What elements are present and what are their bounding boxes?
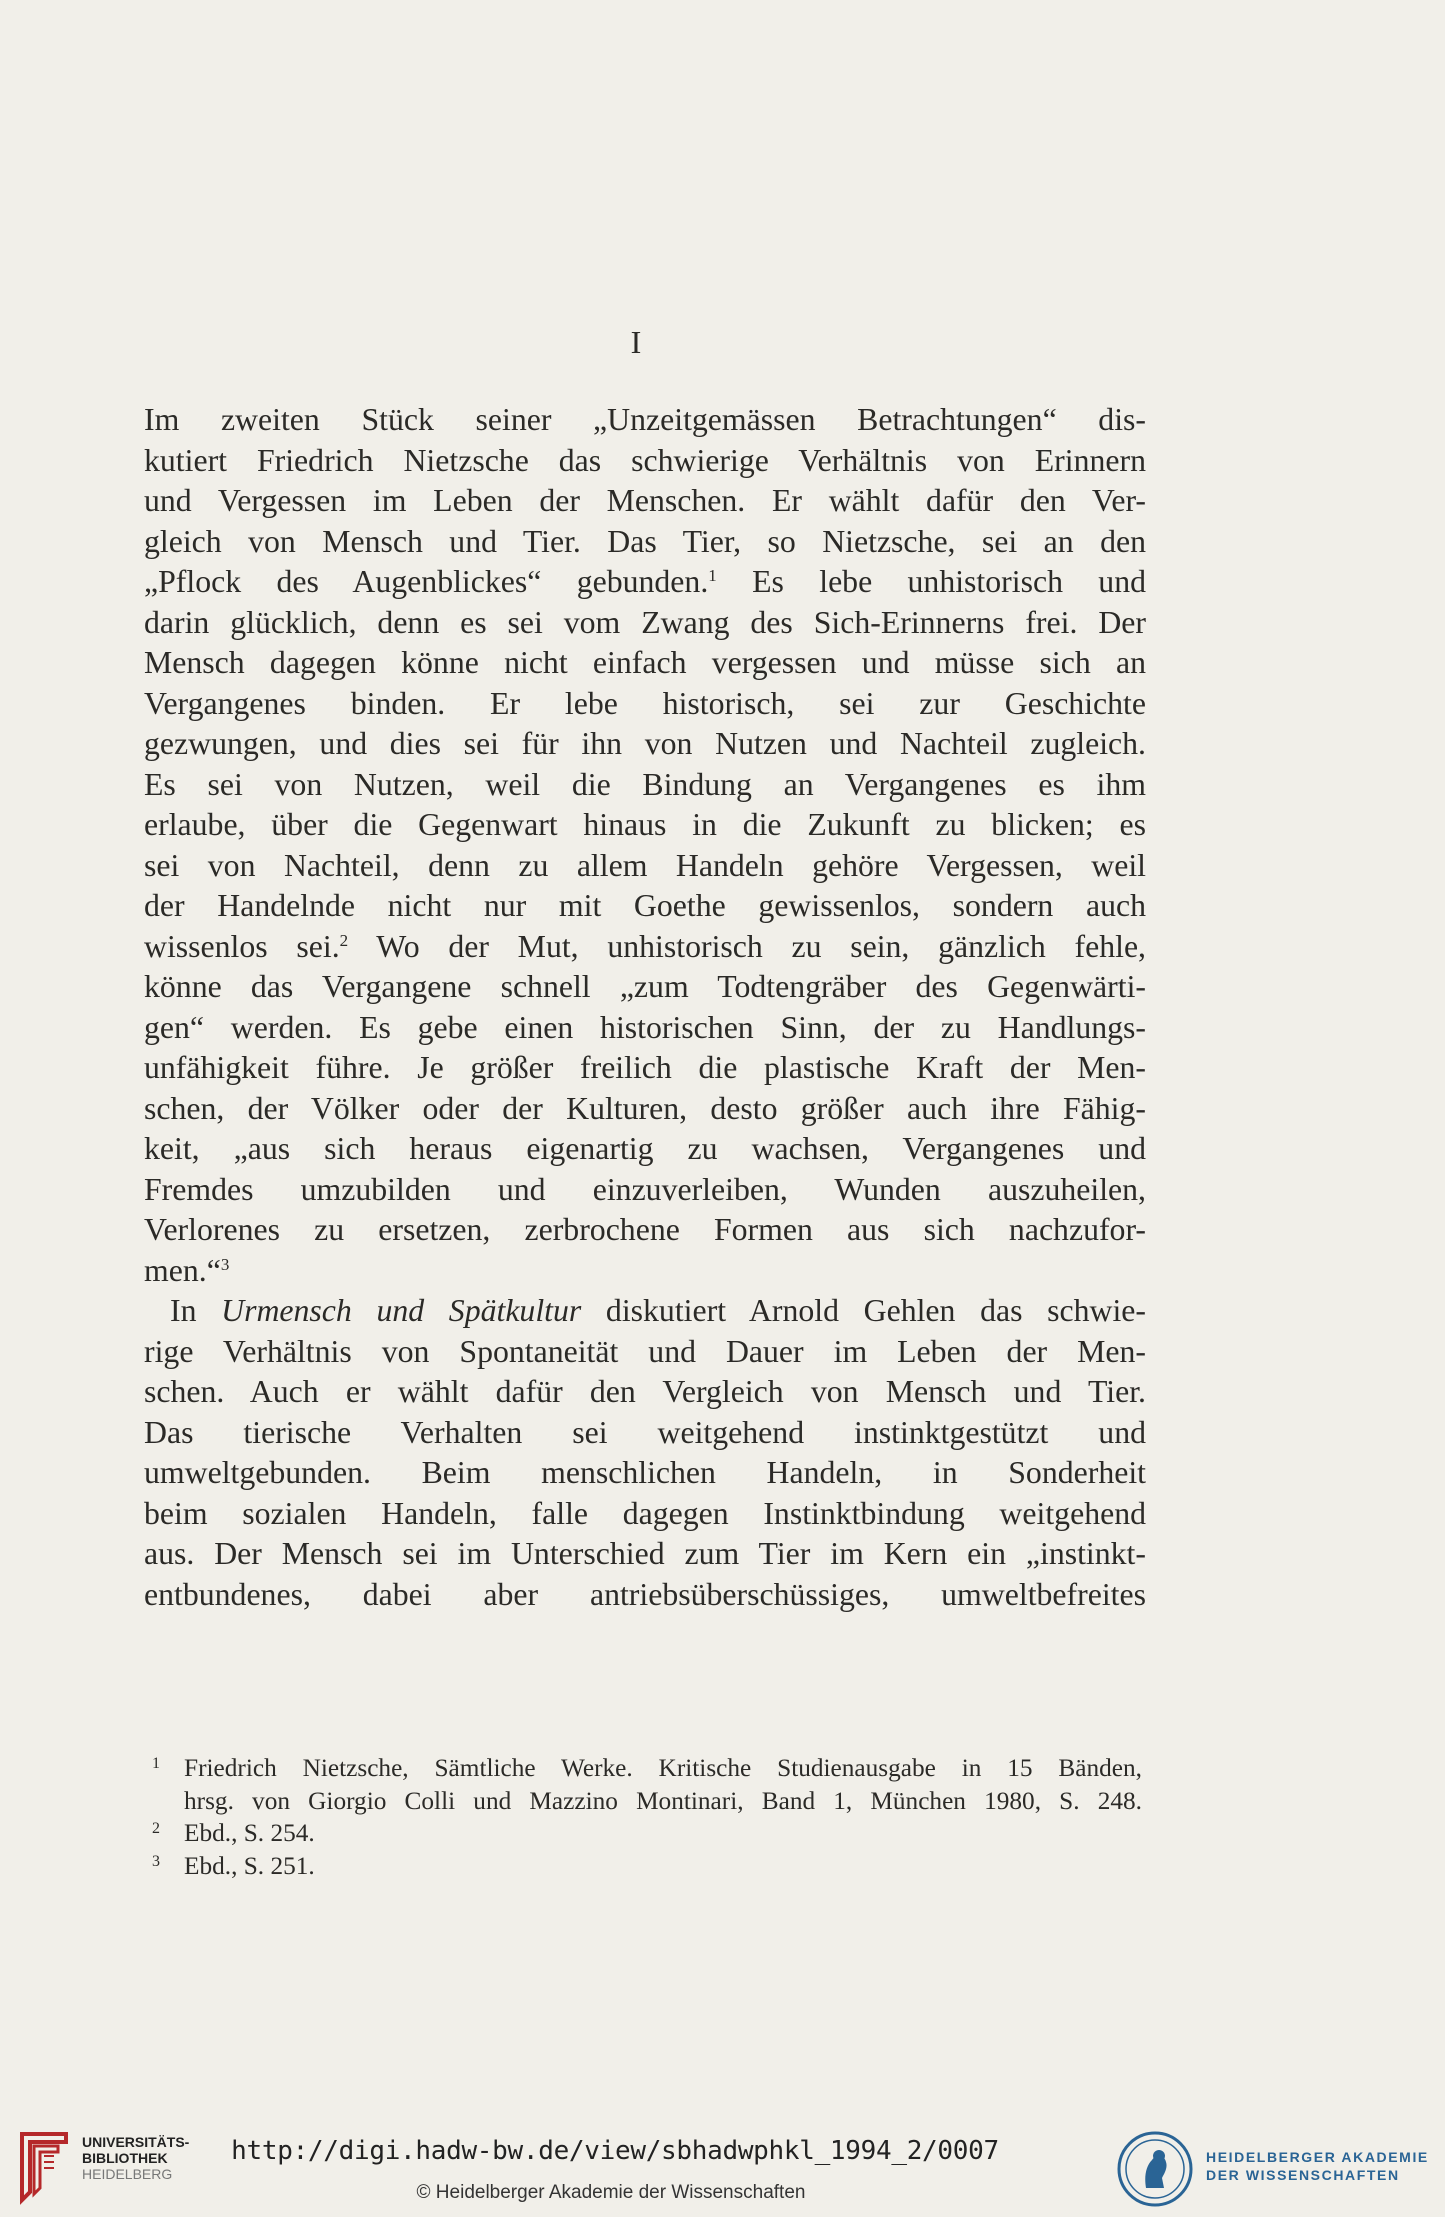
text-fragment: men.“ (144, 1252, 221, 1288)
footnote-text: Ebd., S. 254. (184, 1819, 315, 1847)
footnote-1-continued (152, 1785, 1142, 1818)
academy-line: DER WISSENSCHAFTEN (1206, 2167, 1400, 2183)
text-fragment: wissenlos sei. (144, 928, 340, 964)
text-fragment: Es lebe unhistorisch und (716, 564, 1147, 599)
footnote-text: Friedrich Nietzsche, Sämtliche Werke. Kritische Studienausgabe in 15 Bänden, (184, 1754, 1142, 1782)
text-line: der Handelnde nicht nur mit Goethe gewissenlos, sondern auch (144, 888, 1146, 923)
footnote-ref-3: 3 (220, 1254, 230, 1274)
text-line: schen, der Völker oder der Kulturen, desto größer auch ihre Fähig- (144, 1090, 1146, 1126)
permalink-url[interactable]: http://digi.hadw-bw.de/view/sbhadwphkl_1994_2/0007 (231, 2136, 999, 2166)
text-line: rige Verhältnis von Spontaneität und Dauer im Leben der Men- (144, 1333, 1146, 1369)
library-line: UNIVERSITÄTS- (82, 2134, 190, 2150)
text-fragment: In (170, 1293, 222, 1328)
text-line: Verlorenes zu ersetzen, zerbrochene Formen aus sich nachzufor- (144, 1212, 1146, 1247)
text-line: erlaube, über die Gegenwart hinaus in die Zukunft zu blicken; es (144, 807, 1146, 842)
text-line: Fremdes umzubilden und einzuverleiben, Wunden auszuheilen, (144, 1171, 1146, 1207)
text-fragment: „Pflock des Augenblickes“ gebunden. (144, 564, 709, 599)
text-line: Das tierische Verhalten sei weitgehend instinktgestützt und (144, 1414, 1146, 1450)
text-line (144, 562, 1146, 603)
text-line: gezwungen, und dies sei für ihn von Nutzen und Nachteil zugleich. (144, 726, 1146, 761)
text-line: gen“ werden. Es gebe einen historischen Sinn, der zu Handlungs- (144, 1009, 1146, 1045)
library-line: HEIDELBERG (82, 2166, 173, 2182)
section-number: I (630, 324, 642, 360)
book-title: Urmensch und Spätkultur (221, 1293, 582, 1328)
footnotes (152, 1752, 1142, 1882)
footnote-2 (152, 1817, 1142, 1850)
footnote-1 (152, 1752, 1142, 1785)
text-line (144, 927, 1146, 968)
text-line: könne das Vergangene schnell „zum Todtengräber des Gegenwärti- (144, 969, 1146, 1004)
text-line: und Vergessen im Leben der Menschen. Er wählt dafür den Ver- (144, 483, 1146, 518)
footnote-ref-1: 1 (708, 566, 717, 585)
library-line: BIBLIOTHEK (82, 2150, 168, 2166)
text-line: unfähigkeit führe. Je größer freilich die plastische Kraft der Men- (144, 1050, 1146, 1085)
text-line: Mensch dagegen könne nicht einfach vergessen und müsse sich an (144, 645, 1146, 680)
text-fragment: Wo der Mut, unhistorisch zu sein, gänzlich fehle, (348, 928, 1147, 964)
academy-name (1206, 2148, 1429, 2184)
footnote-text: Ebd., S. 251. (184, 1851, 315, 1880)
text-line: Vergangenes binden. Er lebe historisch, sei zur Geschichte (144, 685, 1146, 721)
text-line (144, 1251, 1146, 1292)
text-line: Es sei von Nutzen, weil die Bindung an Vergangenes es ihm (144, 766, 1146, 802)
text-line: keit, „aus sich heraus eigenartig zu wachsen, Vergangenes und (144, 1131, 1146, 1166)
copyright-notice: © Heidelberger Akademie der Wissenschaften (416, 2182, 806, 2203)
text-line: beim sozialen Handeln, falle dagegen Instinktbindung weitgehend (144, 1495, 1146, 1531)
text-fragment: diskutiert Arnold Gehlen das schwie- (581, 1293, 1146, 1328)
footnote-number: 1 (152, 1755, 160, 1772)
text-line: entbundenes, dabei aber antriebsüberschüssiges, umweltbefreites (144, 1576, 1146, 1612)
footnote-ref-2: 2 (339, 930, 349, 950)
footnote-number: 2 (152, 1820, 160, 1837)
text-line: aus. Der Mensch sei im Unterschied zum Tier im Kern ein „instinkt- (144, 1536, 1146, 1571)
digitization-footer (0, 2120, 1445, 2217)
academy-seal-icon (1116, 2130, 1194, 2208)
text-line (144, 1291, 1146, 1332)
academy-line: HEIDELBERGER AKADEMIE (1206, 2149, 1429, 2165)
text-line: umweltgebunden. Beim menschlichen Handeln, in Sonderheit (144, 1455, 1146, 1490)
text-line: kutiert Friedrich Nietzsche das schwierige Verhältnis von Erinnern (144, 442, 1146, 478)
text-line: sei von Nachteil, denn zu allem Handeln gehöre Vergessen, weil (144, 847, 1146, 883)
text-line: darin glücklich, denn es sei vom Zwang des Sich-Erinnerns frei. Der (144, 604, 1146, 640)
text-line: gleich von Mensch und Tier. Das Tier, so Nietzsche, sei an den (144, 523, 1146, 559)
footnote-3 (152, 1850, 1142, 1883)
text-line: Im zweiten Stück seiner „Unzeitgemässen Betrachtungen“ dis- (144, 402, 1146, 437)
footnote-number: 3 (152, 1852, 160, 1870)
text-line: schen. Auch er wählt dafür den Vergleich von Mensch und Tier. (144, 1374, 1146, 1409)
body-text (144, 400, 1146, 1615)
footnote-text: hrsg. von Giorgio Colli und Mazzino Montinari, Band 1, München 1980, S. 248. (184, 1786, 1142, 1815)
